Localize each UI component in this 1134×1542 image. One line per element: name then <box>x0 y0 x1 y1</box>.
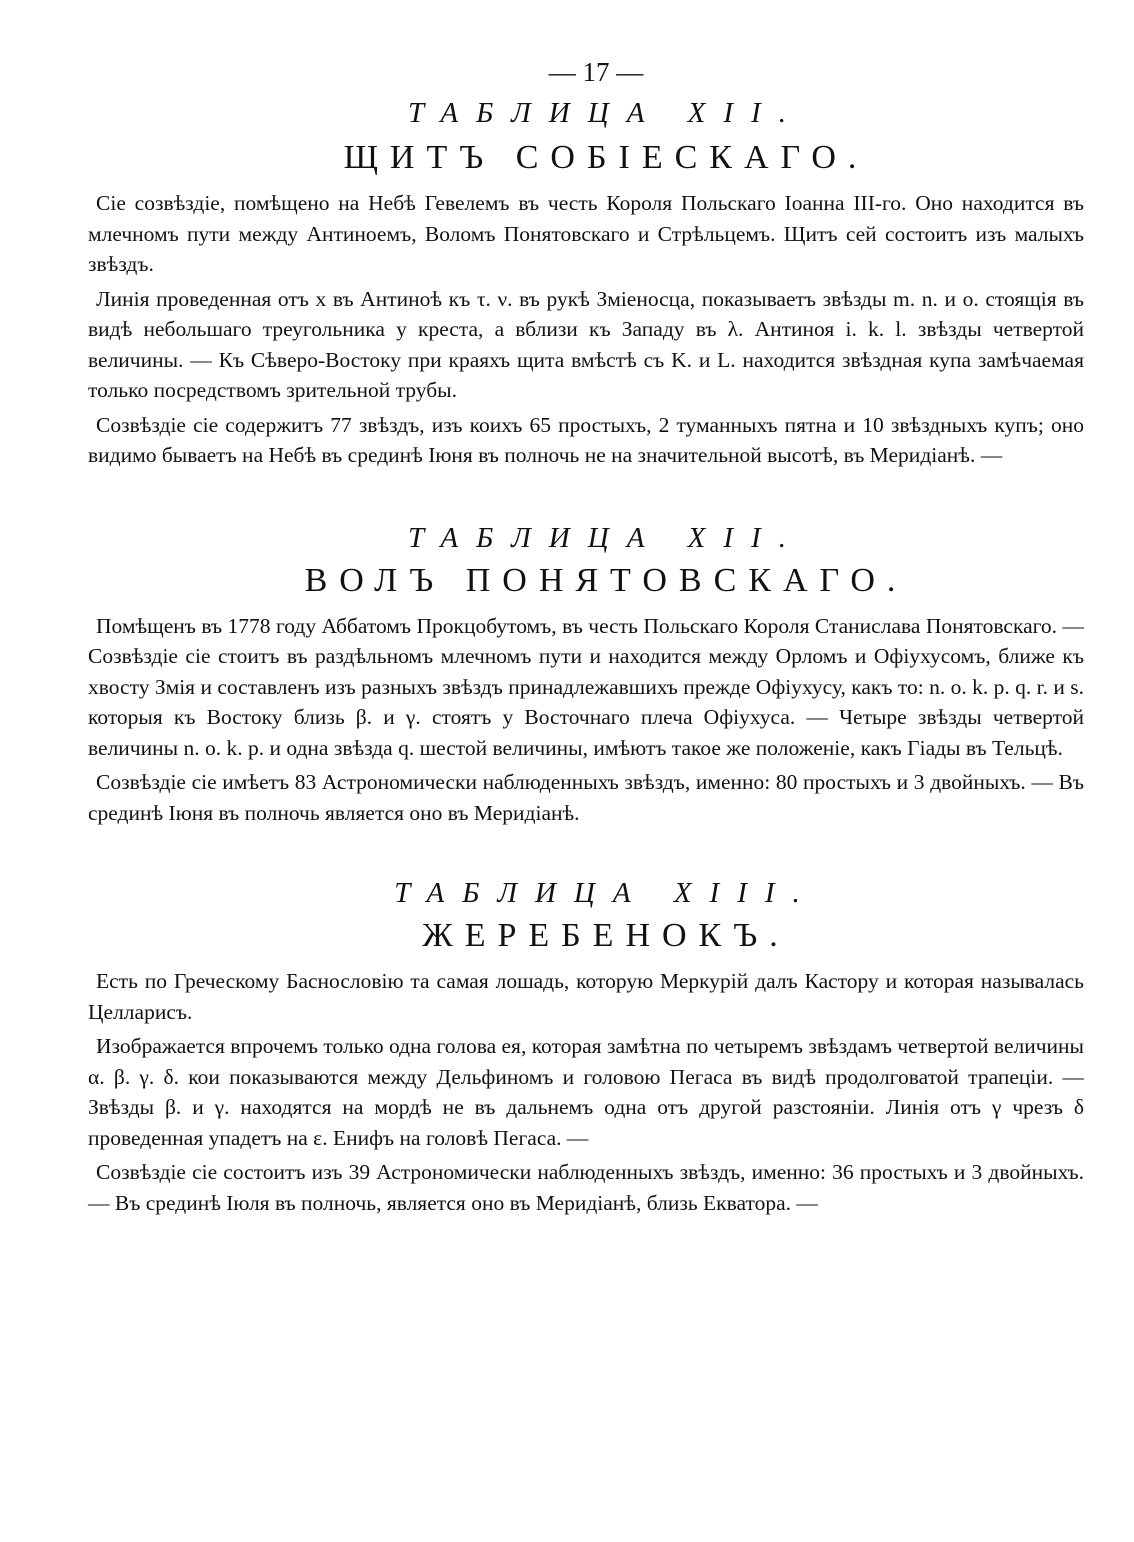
page <box>88 52 1084 1222</box>
section-little-horse <box>88 874 1084 1218</box>
section-poniatowski-bull <box>88 519 1084 829</box>
paragraph: Помѣщенъ въ 1778 году Аббатомъ Прокцобутомъ, въ честь Польскаго Короля Станислава Понятовскаго. — Созвѣздіе сіе стоитъ въ раздѣльномъ млечномъ пути и находится между Орломъ и Офіухусомъ, ближе къ хвосту Змія и составленъ изъ разныхъ звѣздъ принадлежавшихъ прежде Офіухусу, какъ то: n. o. k. p. q. r. и s. которыя къ Востоку близь β. и γ. стоятъ у Восточнаго плеча Офіухуса. — Четыре звѣзды четвертой величины n. o. k. p. и одна звѣзда q. шестой величины, имѣютъ такое же положеніе, какъ Гіады въ Тельцѣ. <box>88 613 1084 760</box>
table-label: ТАБЛИЦА XII. <box>408 97 804 129</box>
section-title: ВОЛЪ ПОНЯТОВСКАГО. <box>304 561 908 599</box>
table-label: ТАБЛИЦА XIII. <box>394 877 818 909</box>
paragraph: Сіе созвѣздіе, помѣщено на Небѣ Гевелемъ въ честь Короля Польскаго Іоанна III-го. Оно находится въ млечномъ пути между Антиноемъ, Воломъ Понятовскаго и Стрѣльцемъ. Щитъ сей состоитъ изъ малыхъ звѣздъ. <box>88 191 1084 276</box>
section-shield-of-sobieski <box>88 94 1084 471</box>
paragraph: Линія проведенная отъ x въ Антиноѣ къ τ. ν. въ рукѣ Зміеносца, показываетъ звѣзды m. n. и o. стоящія въ видѣ небольшаго треугольника у креста, а вблизи къ Западу въ λ. Антиноя i. k. l. звѣзды четвертой величины. — Къ Сѣверо-Востоку при краяхъ щита вмѣстѣ съ K. и L. находится звѣздная купа замѣчаемая только посредствомъ зрительной трубы. <box>88 286 1084 402</box>
paragraph: Созвѣздіе сіе состоитъ изъ 39 Астрономически наблюденныхъ звѣздъ, именно: 36 простыхъ и 3 двойныхъ. — Въ срединѣ Іюля въ полночь, является оно въ Меридіанѣ, близь Екватора. — <box>88 1160 1084 1215</box>
paragraph: Есть по Греческому Баснословію та самая лошадь, которую Меркурій далъ Кастору и которая называлась Целларисъ. <box>88 969 1084 1024</box>
page-number: — 17 — <box>548 57 644 87</box>
paragraph: Созвѣздіе сіе имѣетъ 83 Астрономически наблюденныхъ звѣздъ, именно: 80 простыхъ и 3 двойныхъ. — Въ срединѣ Іюня въ полночь является оно въ Меридіанѣ. <box>88 770 1084 825</box>
table-label: ТАБЛИЦА XII. <box>408 521 804 554</box>
section-title: ЖЕРЕБЕНОКЪ. <box>422 917 790 954</box>
section-title: ЩИТЪ СОБІЕСКАГО. <box>343 139 869 176</box>
paragraph: Созвѣздіе сіе содержитъ 77 звѣздъ, изъ коихъ 65 простыхъ, 2 туманныхъ пятна и 10 звѣздныхъ купъ; оно видимо бываетъ на Небѣ въ срединѣ Іюня въ полночь не на значительной высотѣ, въ Меридіанѣ. — <box>88 412 1084 467</box>
paragraph: Изображается впрочемъ только одна голова ея, которая замѣтна по четыремъ звѣздамъ четвертой величины α. β. γ. δ. кои показываются между Дельфиномъ и головою Пегаса въ видѣ продолговатой трапеціи. — Звѣзды β. и γ. находятся на мордѣ не въ дальнемъ одна отъ другой разстояніи. Линія отъ γ чрезъ δ проведенная упадетъ на ε. Енифъ на головѣ Пегаса. — <box>88 1034 1084 1150</box>
